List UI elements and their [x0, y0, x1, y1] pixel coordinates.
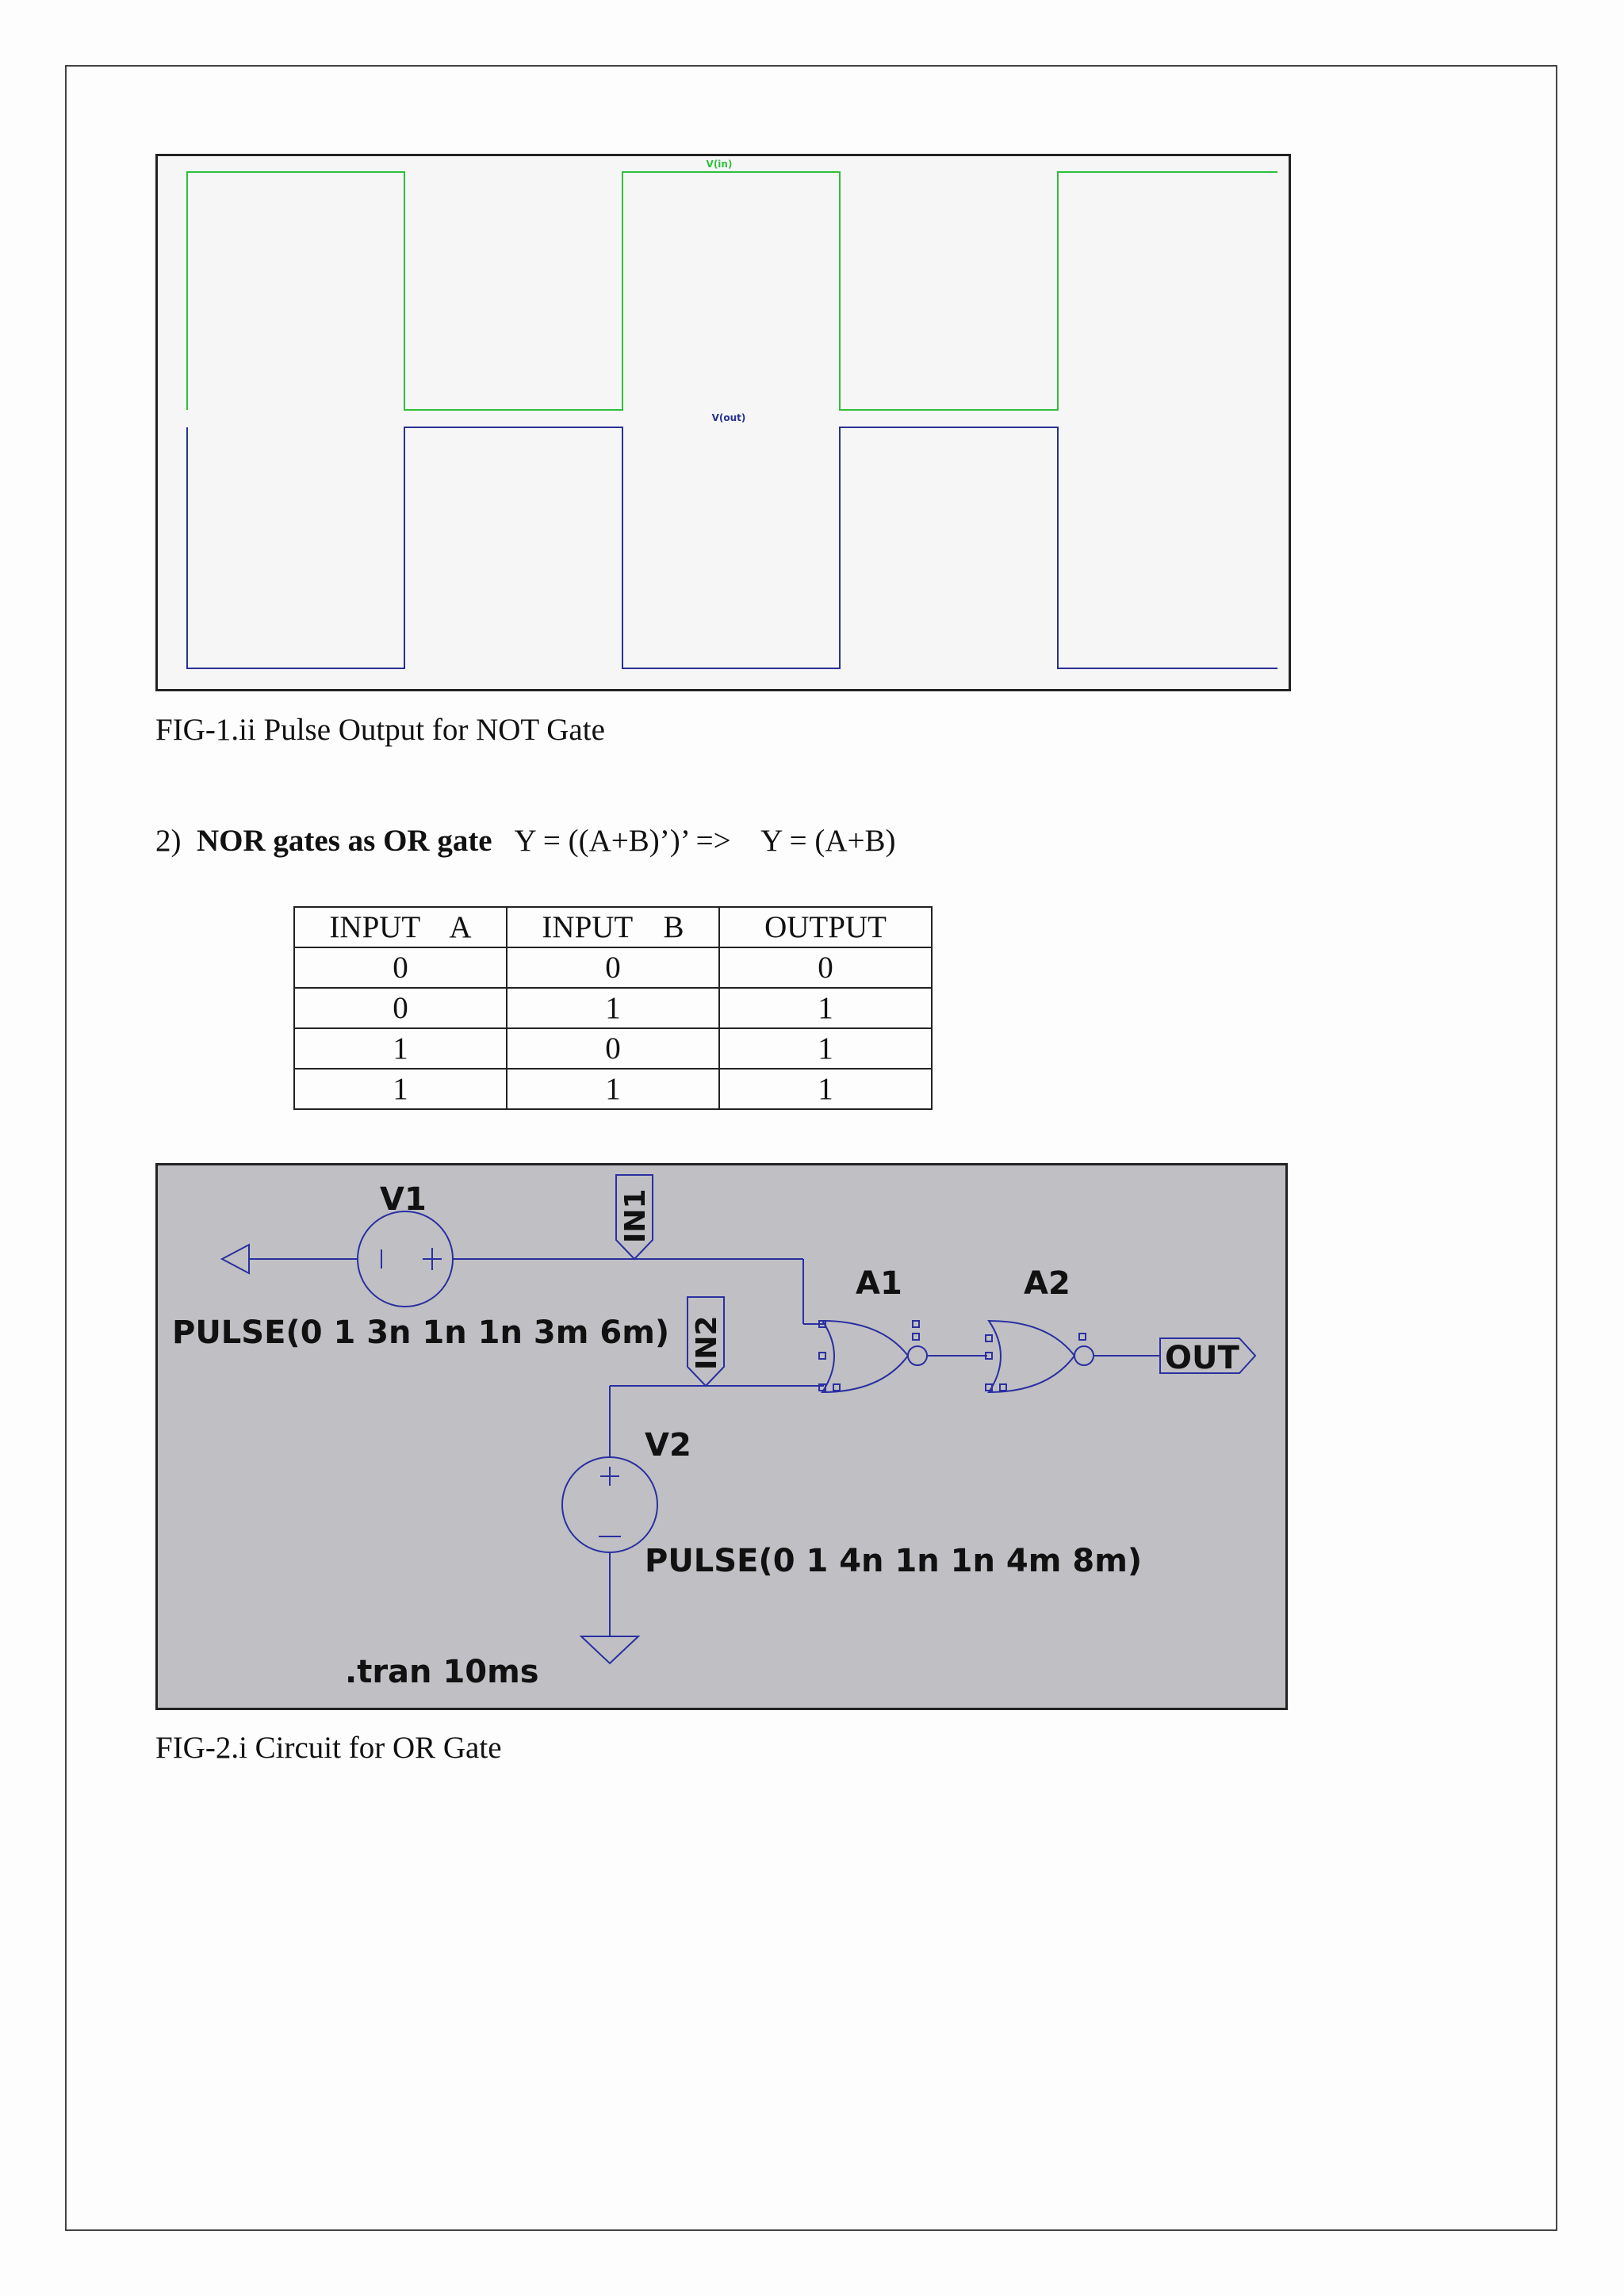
in1-label: IN1: [619, 1188, 652, 1243]
cell: 0: [507, 1028, 719, 1069]
header-output: OUTPUT: [719, 907, 932, 947]
cell: 1: [719, 1028, 932, 1069]
a1-nor-gate: [822, 1321, 908, 1392]
equation-1: Y = ((A+B)’)’ =>: [514, 824, 731, 858]
cell: 1: [719, 988, 932, 1028]
a2-label: A2: [1024, 1265, 1071, 1302]
v1-ground-symbol: [222, 1245, 249, 1273]
vin-label: V(in): [706, 159, 733, 170]
in2-label: IN2: [691, 1315, 723, 1370]
v1-label: V1: [380, 1181, 427, 1218]
header-input-a: INPUT A: [294, 907, 507, 947]
cell: 0: [294, 988, 507, 1028]
cell: 1: [294, 1028, 507, 1069]
fig1-caption: FIG-1.ii Pulse Output for NOT Gate: [155, 713, 605, 747]
cell: 0: [294, 947, 507, 988]
a1-label: A1: [856, 1265, 902, 1302]
vin-trace: [187, 172, 1277, 410]
circuit-schematic: [155, 1163, 1288, 1710]
truth-table: [293, 906, 933, 1110]
section-title: NOR gates as OR gate: [197, 824, 492, 858]
vout-trace: [187, 427, 1277, 668]
fig2-caption: FIG-2.i Circuit for OR Gate: [155, 1731, 502, 1765]
cell: 1: [507, 1069, 719, 1109]
vout-label: V(out): [711, 412, 746, 423]
table-row: [294, 947, 932, 988]
table-row: [294, 988, 932, 1028]
ground-symbol: [581, 1636, 638, 1663]
tran-directive: .tran 10ms: [345, 1654, 539, 1690]
waveform-plot: [155, 154, 1291, 691]
v2-value: PULSE(0 1 4n 1n 1n 4m 8m): [645, 1543, 1143, 1579]
out-label: OUT: [1165, 1340, 1239, 1376]
cell: 1: [507, 988, 719, 1028]
section-number: 2): [155, 824, 182, 858]
section-heading: [155, 823, 896, 859]
a2-nor-gate: [989, 1321, 1074, 1392]
table-header-row: [294, 907, 932, 947]
table-row: [294, 1069, 932, 1109]
cell: 0: [507, 947, 719, 988]
header-input-b: INPUT B: [507, 907, 719, 947]
equation-2: Y = (A+B): [760, 824, 896, 858]
v1-value: PULSE(0 1 3n 1n 1n 3m 6m): [172, 1314, 670, 1351]
cell: 1: [294, 1069, 507, 1109]
v2-label: V2: [645, 1427, 691, 1464]
cell: 1: [719, 1069, 932, 1109]
table-row: [294, 1028, 932, 1069]
cell: 0: [719, 947, 932, 988]
